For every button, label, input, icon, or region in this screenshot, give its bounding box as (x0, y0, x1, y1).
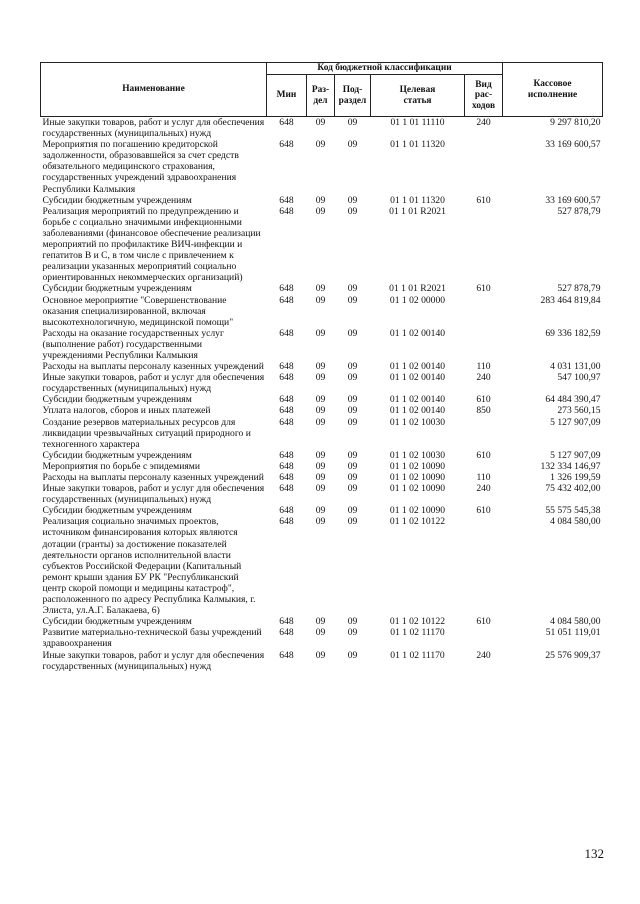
row-name: Расходы на выплаты персоналу казенных учреждений (42, 361, 264, 373)
table-header (41, 63, 603, 117)
row-amount: 283 464 819,84 (540, 294, 601, 306)
row-name: Иные закупки товаров, работ и услуг для обеспечения государственных (муниципальных) нужд (42, 649, 265, 672)
header-exp-type: Вид рас- ходов (465, 75, 503, 117)
row-amount: 1 326 199,59 (550, 472, 601, 483)
row-subsection: 09 (347, 405, 358, 417)
row-subsection: 09 (347, 505, 358, 517)
row-min: 648 (279, 294, 294, 306)
row-name: Мероприятия по борьбе с эпидемиями (42, 460, 200, 472)
row-amount: 9 297 810,20 (550, 117, 601, 128)
row-target: 01 1 01 11320 (390, 139, 445, 151)
row-subsection: 09 (347, 394, 358, 406)
row-exp-type: 240 (476, 372, 491, 384)
row-exp-type (465, 206, 503, 284)
row-exp-type: 240 (476, 649, 491, 661)
row-target: 01 1 02 00140 (389, 361, 446, 373)
row-amount: 4 084 580,00 (550, 616, 601, 628)
row-target: 01 1 02 00140 (389, 327, 446, 339)
row-amount: 51 051 119,01 (545, 627, 601, 639)
row-exp-type (465, 516, 503, 616)
row-min: 648 (279, 472, 294, 483)
table-row (41, 505, 603, 516)
row-exp-type (465, 139, 503, 194)
row-subsection: 09 (347, 139, 358, 151)
row-amount: 5 127 907,09 (550, 449, 601, 461)
table-row (41, 328, 603, 361)
row-min: 648 (279, 627, 294, 639)
row-target: 01 1 02 10122 (389, 616, 446, 628)
header-name: Наименование (41, 63, 267, 117)
header-min: Мин (267, 75, 307, 117)
table-row (41, 472, 603, 483)
row-exp-type: 240 (476, 483, 491, 495)
row-subsection: 09 (347, 205, 358, 217)
row-name: Субсидии бюджетным учреждениям (42, 194, 192, 206)
row-amount: 4 084 580,00 (550, 516, 601, 528)
table-row (41, 405, 603, 416)
table-row (41, 372, 603, 394)
row-name: Расходы на оказание государственных услуг (выполнение работ) государственными учреждениями Республики Калмыкия (42, 327, 224, 361)
row-name: Реализация мероприятий по предупреждению и борьбе с социально значимыми инфекционными заболеваниями (финансовое обеспечение реализации мероприятий по профилактике ВИЧ-инфекции и гепатитов В и С, в том числе с привлечением к реализации указанных мероприятий социально ориентированных некоммерческих организаций) (42, 205, 261, 284)
row-name: Субсидии бюджетным учреждениям (42, 394, 192, 406)
row-target: 01 1 02 10090 (389, 505, 446, 517)
row-amount: 64 484 390,47 (545, 394, 601, 406)
row-amount: 132 334 146,97 (540, 460, 601, 472)
row-name: Развитие материально-технической базы учреждений здравоохранения (42, 627, 262, 650)
row-subsection: 09 (347, 283, 358, 295)
row-min: 648 (279, 649, 294, 661)
row-subsection: 09 (347, 416, 358, 428)
row-amount: 55 575 545,38 (545, 505, 601, 517)
row-exp-type: 240 (476, 117, 491, 128)
row-section: 09 (315, 505, 326, 517)
table-row (41, 616, 603, 627)
table-row (41, 206, 603, 284)
row-min: 648 (279, 405, 294, 417)
row-subsection: 09 (347, 616, 358, 628)
row-amount: 33 169 600,57 (545, 139, 601, 151)
row-section: 09 (315, 283, 326, 295)
row-target: 01 1 02 00000 (389, 294, 446, 306)
row-name: Реализация социально значимых проектов, источником финансирования которых являются дотации (гранты) за достижение показателей деятельности органов исполнительной власти субъектов Российской Федерации (Капитальный ремонт крыши здания БУ РК "Республиканский центр скорой помощи и медицины катастроф", расположенного по адресу Республика Калмыкия, г. Элиста, ул.А.Г. Балакаева, 6) (42, 516, 256, 617)
row-section: 09 (315, 361, 326, 373)
row-exp-type: 610 (476, 616, 491, 628)
row-subsection: 09 (347, 372, 358, 384)
row-target: 01 1 01 R2021 (389, 283, 446, 295)
row-name: Иные закупки товаров, работ и услуг для обеспечения государственных (муниципальных) нужд (42, 483, 265, 506)
row-amount: 547 100,97 (557, 372, 601, 384)
row-subsection: 09 (347, 327, 358, 339)
row-name: Создание резервов материальных ресурсов для ликвидации чрезвычайных ситуаций природного и техногенного характера (42, 416, 251, 450)
row-name: Уплата налогов, сборов и иных платежей (42, 405, 211, 417)
table-row (41, 394, 603, 405)
row-min: 648 (279, 327, 294, 339)
row-subsection: 09 (347, 449, 358, 461)
row-exp-type (465, 328, 503, 361)
row-subsection: 09 (347, 460, 358, 472)
row-target: 01 1 02 11170 (390, 649, 445, 661)
row-subsection: 09 (347, 361, 358, 373)
row-name: Иные закупки товаров, работ и услуг для обеспечения государственных (муниципальных) нужд (42, 117, 265, 140)
row-min: 648 (279, 416, 294, 428)
row-subsection: 09 (347, 627, 358, 639)
row-section: 09 (315, 327, 326, 339)
row-amount: 527 878,79 (557, 205, 601, 217)
row-subsection: 09 (347, 516, 358, 528)
header-execution: Кассовое исполнение (503, 63, 603, 117)
row-target: 01 1 02 10090 (389, 483, 446, 495)
row-min: 648 (279, 117, 294, 128)
row-section: 09 (315, 472, 326, 483)
row-amount: 527 878,79 (557, 283, 601, 295)
row-subsection: 09 (347, 649, 358, 661)
row-section: 09 (315, 205, 326, 217)
row-min: 648 (279, 194, 294, 206)
row-target: 01 1 02 10090 (389, 460, 446, 472)
table-row (41, 361, 603, 372)
row-section: 09 (315, 372, 326, 384)
row-exp-type (465, 417, 503, 450)
row-min: 648 (279, 460, 294, 472)
row-name: Иные закупки товаров, работ и услуг для обеспечения государственных (муниципальных) нужд (42, 372, 265, 395)
row-min: 648 (279, 505, 294, 517)
row-section: 09 (315, 117, 326, 128)
table-row (41, 417, 603, 450)
table-row (41, 283, 603, 294)
row-section: 09 (315, 627, 326, 639)
row-section: 09 (315, 616, 326, 628)
row-target: 01 1 02 10030 (389, 416, 446, 428)
row-target: 01 1 02 00140 (389, 405, 446, 417)
row-min: 648 (279, 394, 294, 406)
row-name: Основное мероприятие "Совершенствование оказания специализированной, включая высокотехнологичную, медицинской помощи" (42, 294, 234, 328)
row-exp-type (465, 627, 503, 649)
row-exp-type: 110 (476, 361, 491, 373)
row-exp-type: 850 (476, 405, 491, 417)
table-row (41, 650, 603, 672)
row-min: 648 (279, 139, 294, 151)
table-row (41, 295, 603, 328)
row-section: 09 (315, 405, 326, 417)
row-amount: 25 576 909,37 (545, 649, 601, 661)
row-exp-type: 610 (476, 505, 491, 517)
row-min: 648 (279, 205, 294, 217)
row-amount: 33 169 600,57 (545, 194, 601, 206)
row-target: 01 1 02 10090 (389, 472, 446, 483)
row-amount: 69 336 182,59 (545, 327, 601, 339)
row-min: 648 (279, 449, 294, 461)
row-exp-type: 610 (476, 194, 491, 206)
table-row (41, 450, 603, 461)
row-target: 01 1 02 10030 (389, 449, 446, 461)
page-number: 132 (584, 846, 604, 861)
row-min: 648 (279, 516, 294, 528)
row-section: 09 (315, 194, 326, 206)
row-subsection: 09 (347, 117, 358, 128)
table-row (41, 117, 603, 140)
row-target: 01 1 01 11320 (390, 194, 445, 206)
row-min: 648 (279, 283, 294, 295)
row-section: 09 (315, 139, 326, 151)
table-row (41, 627, 603, 649)
row-amount: 75 432 402,00 (545, 483, 601, 495)
row-target: 01 1 02 00140 (389, 372, 446, 384)
row-subsection: 09 (347, 194, 358, 206)
row-section: 09 (315, 294, 326, 306)
budget-table (40, 62, 603, 672)
row-exp-type (465, 295, 503, 328)
row-name: Субсидии бюджетным учреждениям (42, 616, 192, 628)
row-name: Субсидии бюджетным учреждениям (42, 449, 192, 461)
header-target: Целевая статья (371, 75, 465, 117)
row-amount: 5 127 907,09 (550, 416, 601, 428)
header-subsection: Под- раздел (335, 75, 371, 117)
row-name: Расходы на выплаты персоналу казенных учреждений (42, 472, 264, 483)
row-section: 09 (315, 649, 326, 661)
row-section: 09 (315, 460, 326, 472)
row-subsection: 09 (347, 483, 358, 495)
table-row (41, 195, 603, 206)
table-body (41, 117, 603, 672)
row-target: 01 1 01 11110 (390, 117, 445, 128)
header-code-group: Код бюджетной классификации (267, 63, 503, 75)
row-amount: 273 560,15 (557, 405, 601, 417)
row-target: 01 1 02 11170 (390, 627, 445, 639)
row-min: 648 (279, 483, 294, 495)
header-section: Раз- дел (307, 75, 335, 117)
row-exp-type: 110 (476, 472, 491, 483)
row-target: 01 1 02 10122 (389, 516, 446, 528)
row-section: 09 (315, 394, 326, 406)
row-name: Субсидии бюджетным учреждениям (42, 283, 192, 295)
row-target: 01 1 01 R2021 (389, 205, 446, 217)
row-section: 09 (315, 483, 326, 495)
row-section: 09 (315, 516, 326, 528)
row-min: 648 (279, 372, 294, 384)
row-exp-type (465, 461, 503, 472)
row-target: 01 1 02 00140 (389, 394, 446, 406)
row-subsection: 09 (347, 472, 358, 483)
row-section: 09 (315, 416, 326, 428)
row-name: Субсидии бюджетным учреждениям (42, 505, 192, 517)
row-exp-type: 610 (476, 283, 491, 295)
table-row (41, 139, 603, 194)
table-row (41, 516, 603, 616)
row-min: 648 (279, 616, 294, 628)
row-exp-type: 610 (476, 394, 491, 406)
row-amount: 4 031 131,00 (550, 361, 601, 373)
row-section: 09 (315, 449, 326, 461)
row-subsection: 09 (347, 294, 358, 306)
table-row (41, 483, 603, 505)
row-min: 648 (279, 361, 294, 373)
row-name: Мероприятия по погашению кредиторской задолженности, образовавшейся за счет средств обязательного медицинского страхования, государственных учреждений здравоохранения Республики Калмыкия (42, 139, 239, 195)
table-row (41, 461, 603, 472)
row-exp-type: 610 (476, 449, 491, 461)
